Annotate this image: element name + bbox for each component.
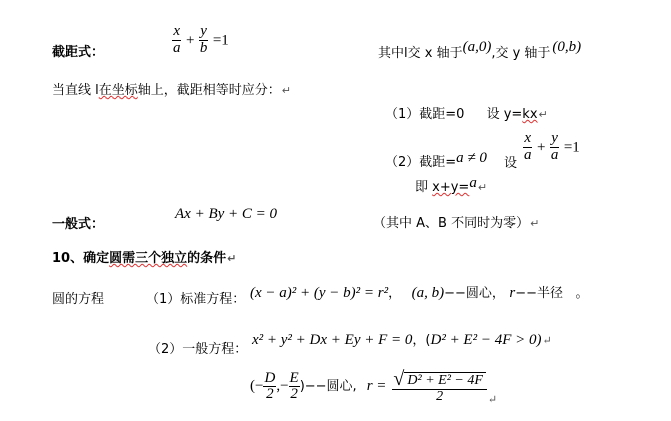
- equal-intercepts-heading: [52, 84, 291, 97]
- case-condition: a ≠ 0: [456, 150, 487, 166]
- case-kx: kx: [522, 107, 538, 122]
- general-eq: x² + y² + Dx + Ey + F = 0: [252, 332, 413, 348]
- general-form-label: 一般式：: [52, 217, 105, 232]
- case-1: [385, 108, 548, 121]
- case-2-equation: [523, 131, 580, 164]
- intercept-form-description: [378, 39, 582, 61]
- standard-form-equation: [250, 286, 588, 301]
- description-mid: ,交 y 轴于: [491, 46, 551, 61]
- frac-numerator: x: [524, 130, 532, 146]
- case-2-sum: [415, 175, 488, 195]
- frac-numerator: y: [551, 130, 558, 146]
- section-10-heading: [52, 252, 236, 265]
- standard-eq: (x − a)² + (y − b)² = r²: [250, 285, 389, 301]
- sqrt-icon: √: [393, 368, 405, 390]
- equation-rhs: =1: [563, 139, 580, 156]
- case-that: 即: [415, 180, 429, 195]
- intercept-form-label: 截距式：: [52, 45, 105, 60]
- intercept-form-equation: [172, 24, 229, 57]
- center-close: )−−圆心,: [299, 379, 357, 395]
- case-let: 设 y=: [486, 107, 523, 122]
- general-circle-equation: [252, 333, 552, 348]
- radius-text: −−半径: [515, 286, 563, 301]
- heading-text: 轴上，截距相等时应分：: [137, 83, 281, 98]
- paragraph-mark-icon: ↵: [281, 84, 291, 97]
- note-text: （其中 A、B 不同时为零）: [373, 216, 530, 231]
- center-radius-formula: [250, 369, 497, 405]
- general-circle-label: （2）一般方程：: [148, 342, 248, 357]
- condition-open: ，(: [412, 333, 431, 348]
- heading-text: 的条件: [187, 251, 227, 266]
- radius-denominator: 2: [436, 389, 444, 404]
- case-2-label: [385, 150, 487, 170]
- center-open: (−: [250, 378, 264, 395]
- radius-eq: r =: [366, 378, 387, 395]
- general-form-equation: Ax + By + C = 0: [175, 206, 278, 222]
- standard-form-label: （1）标准方程：: [146, 292, 246, 307]
- heading-number: 10、: [52, 251, 84, 266]
- frac-numerator: x: [173, 23, 181, 39]
- paragraph-mark-icon: ↵: [542, 334, 552, 347]
- heading-text: 确定: [83, 251, 110, 266]
- radius-numerator: [392, 369, 487, 390]
- case-sum-a: a: [469, 175, 477, 191]
- frac-denominator: b: [199, 39, 208, 56]
- case-2-let: 设: [504, 156, 518, 171]
- paragraph-mark-icon: ↵: [487, 392, 498, 406]
- y-intercept-point: (0,b): [552, 39, 582, 55]
- heading-text-marked: 在坐标: [98, 83, 138, 98]
- paragraph-mark-icon: ↵: [538, 108, 548, 121]
- description-prefix: 其中l交 x 轴于: [378, 46, 463, 61]
- frac-denominator: a: [173, 39, 181, 56]
- heading-text: 当直线 l: [52, 83, 99, 98]
- general-condition: D² + E² − 4F > 0): [430, 332, 542, 348]
- frac-numerator: D: [264, 369, 276, 386]
- circle-label: 圆的方程: [52, 292, 105, 307]
- center-point: (a, b): [411, 285, 445, 301]
- frac-numerator: y: [200, 23, 207, 39]
- plus-sign: +: [536, 139, 546, 156]
- frac-denominator: 2: [266, 386, 274, 403]
- plus-sign: +: [185, 32, 195, 49]
- paragraph-mark-icon: ↵: [530, 217, 540, 230]
- frac-denominator: 2: [290, 386, 298, 403]
- general-form-note: [373, 217, 539, 230]
- heading-text-marked: 圆需三个独立: [109, 251, 188, 266]
- frac-numerator: E: [289, 369, 299, 386]
- paragraph-mark-icon: ↵: [477, 181, 488, 194]
- paragraph-mark-icon: ↵: [227, 252, 237, 265]
- period: 。: [575, 286, 589, 301]
- case-sum: x+y=: [432, 180, 470, 195]
- radius-var: r: [509, 285, 516, 301]
- center-sep: ,−: [276, 378, 289, 395]
- case-label: （1）截距=0: [385, 107, 465, 122]
- comma: ，: [388, 286, 402, 301]
- center-text: −−圆心，: [444, 286, 505, 301]
- frac-denominator: a: [524, 146, 532, 163]
- x-intercept-point: (a,0): [462, 39, 492, 55]
- frac-denominator: a: [550, 146, 559, 163]
- equation-rhs: =1: [212, 32, 229, 49]
- radicand: D² + E² − 4F: [404, 372, 486, 389]
- case-label: （2）截距=: [385, 155, 457, 170]
